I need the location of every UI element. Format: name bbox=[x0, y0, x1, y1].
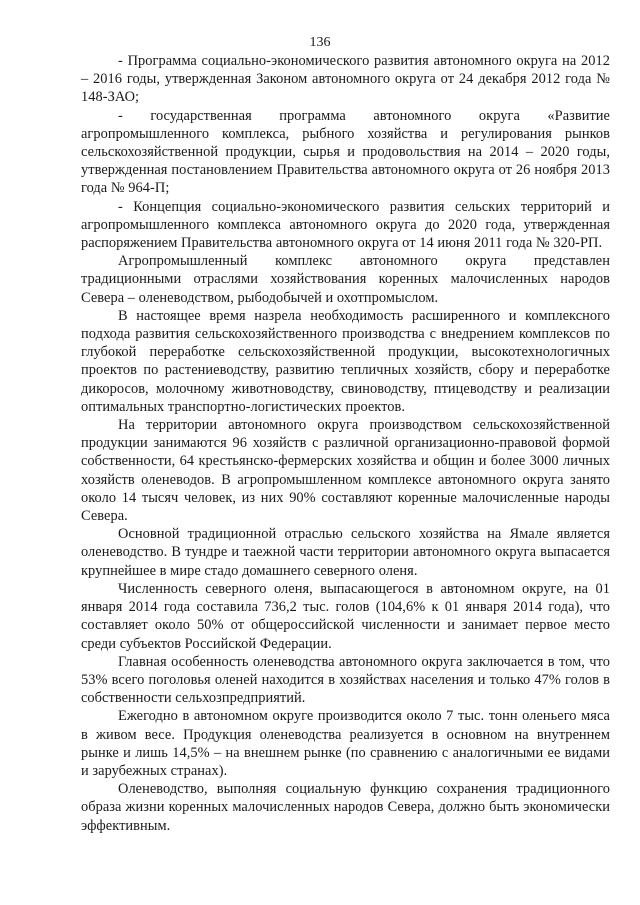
page-number: 136 bbox=[309, 35, 331, 50]
paragraph-reindeer-ownership: Главная особенность оленеводства автономного округа заключается в том, что 53% всего поголовья оленей находится в хозяйствах населения и только 47% голов в собственности сельхозпредприятий. bbox=[81, 653, 610, 707]
paragraph-comprehensive-approach: В настоящее время назрела необходимость расширенного и комплексного подхода развития сельскохозяйственного производства с внедрением комплексов по глубокой переработке сельскохозяйственной продукции, высокотехнологичных проектов по растениеводству, развитию тепличных хозяйств, сбору и переработке дикоросов, молочному животноводству, свиноводству, птицеводству и реализации оптимальных транспортно-логистических проектов. bbox=[81, 307, 610, 415]
paragraph-concept: - Концепция социально-экономического развития сельских территорий и агропромышленного комплекса автономного округа до 2020 года, утвержденная распоряжением Правительства автономного округа от 14 июня 2011 года № 320-РП. bbox=[81, 198, 610, 252]
paragraph-state-program: - государственная программа автономного округа «Развитие агропромышленного комплекса, рыбного хозяйства и регулирования рынков сельскохозяйственной продукции, сырья и продовольствия на 2014 – 2020 годы, утвержденная постановлением Правительства автономного округа от 26 ноября 2013 года № 964-П; bbox=[81, 107, 610, 197]
paragraph-reindeer-main-branch: Основной традиционной отраслью сельского хозяйства на Ямале является оленеводство. В тундре и таежной части территории автономного округа выпасается крупнейшее в мире стадо домашнего северного оленя. bbox=[81, 526, 610, 579]
paragraph-reindeer-efficiency: Оленеводство, выполняя социальную функцию сохранения традиционного образа жизни коренных малочисленных народов Севера, должно быть экономически эффективным. bbox=[81, 781, 610, 834]
paragraph-program-socioeconomic: - Программа социально-экономического развития автономного округа на 2012 – 2016 годы, утвержденная Законом автономного округа от 24 декабря 2012 года № 148-ЗАО; bbox=[81, 53, 610, 106]
paragraph-farms: На территории автономного округа производством сельскохозяйственной продукции занимаются 96 хозяйств с различной организационно-правовой формой собственности, 64 крестьянско-фермерских хозяйства и общин и более 3000 личных хозяйств оленеводов. В агропромышленном комплексе автономного округа занято около 14 тысяч человек, из них 90% составляют коренные малочисленные народы Севера. bbox=[81, 417, 610, 525]
paragraph-meat-production: Ежегодно в автономном округе производится около 7 тыс. тонн оленьего мяса в живом весе. Продукция оленеводства реализуется в основном на внутреннем рынке и лишь 14,5% – на внешнем рынке (по сравнению с аналогичными ее видами и зарубежных странах). bbox=[81, 708, 610, 779]
paragraph-agro-complex: Агропромышленный комплекс автономного округа представлен традиционными отраслями хозяйствования коренных малочисленных народов Севера – оленеводством, рыбодобычей и охотпромыслом. bbox=[81, 253, 610, 306]
document-body bbox=[81, 52, 610, 835]
paragraph-reindeer-count: Численность северного оленя, выпасающегося в автономном округе, на 01 января 2014 года составила 736,2 тыс. голов (104,6% к 01 января 2014 года), что составляет около 50% от общероссийской численности и занимает первое место среди субъектов Российской Федерации. bbox=[81, 580, 610, 652]
